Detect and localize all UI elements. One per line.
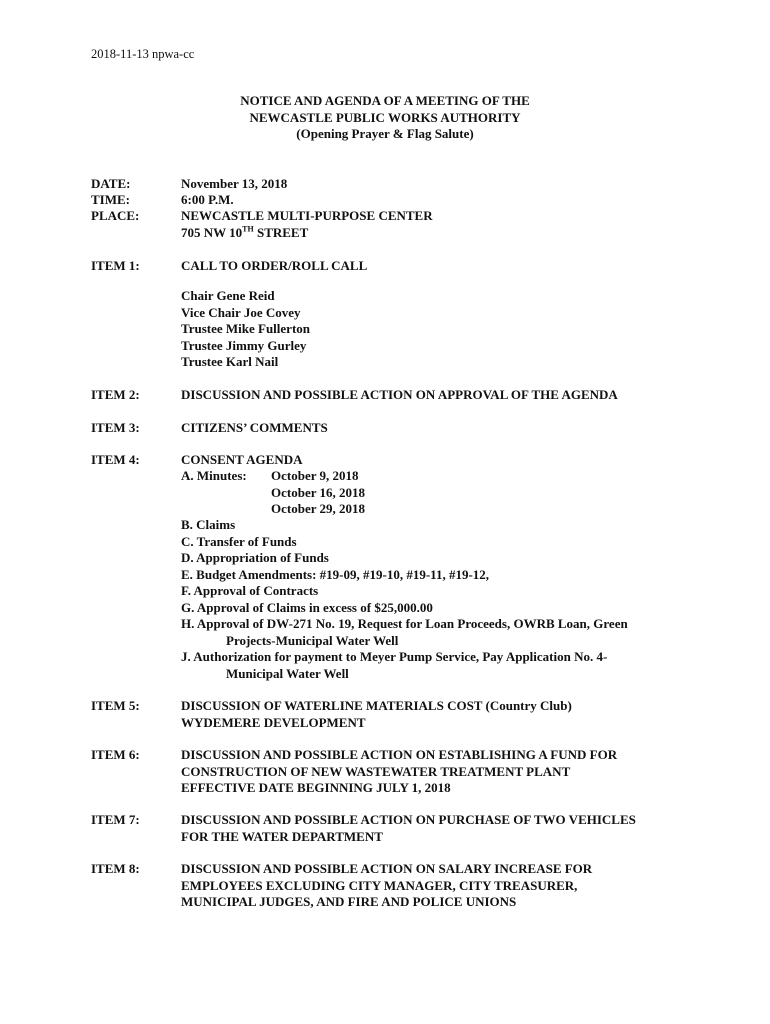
- street-word: STREET: [253, 225, 309, 240]
- minutes-date: October 29, 2018: [271, 501, 365, 516]
- time-value: 6:00 P.M.: [181, 192, 234, 207]
- minutes-date: October 16, 2018: [271, 485, 365, 500]
- item-8-line-3: MUNICIPAL JUDGES, AND FIRE AND POLICE UNIONS: [181, 894, 517, 909]
- item-6-line-3: EFFECTIVE DATE BEGINNING JULY 1, 2018: [181, 780, 451, 795]
- item-7-label: ITEM 7:: [91, 812, 140, 827]
- roll-call-member: Chair Gene Reid: [181, 288, 275, 303]
- item-4-label: ITEM 4:: [91, 452, 140, 467]
- document-id: 2018-11-13 npwa-cc: [91, 47, 195, 61]
- item-4-text: CONSENT AGENDA: [181, 452, 303, 467]
- ordinal-suffix: TH: [242, 224, 254, 234]
- consent-item-g: G. Approval of Claims in excess of $25,000.00: [181, 599, 433, 615]
- item-1-label: ITEM 1:: [91, 258, 140, 273]
- item-1-text: CALL TO ORDER/ROLL CALL: [181, 258, 368, 273]
- consent-item-b: B. Claims: [181, 517, 236, 532]
- consent-item-d: D. Appropriation of Funds: [181, 550, 329, 565]
- minutes-label: A. Minutes:: [181, 468, 247, 483]
- date-label: DATE:: [91, 176, 131, 191]
- roll-call-member: Trustee Jimmy Gurley: [181, 337, 307, 353]
- consent-item-h: H. Approval of DW-271 No. 19, Request for Loan Proceeds, OWRB Loan, Green: [181, 616, 628, 631]
- item-5-label: ITEM 5:: [91, 698, 140, 713]
- time-label: TIME:: [91, 192, 130, 207]
- item-3-label: ITEM 3:: [91, 420, 140, 435]
- title-block: [0, 93, 770, 143]
- street-number: 705 NW 10: [181, 225, 243, 240]
- roll-call-member: Trustee Karl Nail: [181, 354, 279, 369]
- item-6-line-1: DISCUSSION AND POSSIBLE ACTION ON ESTABLISHING A FUND FOR: [181, 747, 618, 762]
- place-label: PLACE:: [91, 208, 140, 223]
- consent-item-j-cont: Municipal Water Well: [226, 665, 349, 681]
- title-line-1: NOTICE AND AGENDA OF A MEETING OF THE: [240, 93, 530, 108]
- minutes-date: October 9, 2018: [271, 468, 359, 483]
- title-line-2: NEWCASTLE PUBLIC WORKS AUTHORITY: [249, 109, 521, 125]
- item-8-label: ITEM 8:: [91, 861, 140, 876]
- item-6-line-2: CONSTRUCTION OF NEW WASTEWATER TREATMENT PLANT: [181, 763, 571, 779]
- place-line-2: [181, 225, 701, 242]
- title-line-3: (Opening Prayer & Flag Salute): [296, 126, 474, 141]
- item-6-label: ITEM 6:: [91, 747, 140, 762]
- item-8-line-2: EMPLOYEES EXCLUDING CITY MANAGER, CITY TREASURER,: [181, 877, 578, 893]
- item-8-line-1: DISCUSSION AND POSSIBLE ACTION ON SALARY INCREASE FOR: [181, 861, 593, 876]
- consent-item-j: J. Authorization for payment to Meyer Pump Service, Pay Application No. 4-: [181, 649, 608, 664]
- consent-item-f: F. Approval of Contracts: [181, 583, 319, 598]
- item-3-text: CITIZENS’ COMMENTS: [181, 420, 328, 435]
- roll-call-member: Trustee Mike Fullerton: [181, 321, 311, 336]
- consent-item-e: E. Budget Amendments: #19-09, #19-10, #19-11, #19-12,: [181, 566, 490, 582]
- date-value: November 13, 2018: [181, 176, 288, 191]
- item-7-line-2: FOR THE WATER DEPARTMENT: [181, 828, 383, 844]
- item-5-line-2: WYDEMERE DEVELOPMENT: [181, 714, 366, 730]
- consent-item-c: C. Transfer of Funds: [181, 533, 297, 549]
- item-2-label: ITEM 2:: [91, 387, 140, 402]
- consent-item-h-cont: Projects-Municipal Water Well: [226, 632, 399, 648]
- item-2-text: DISCUSSION AND POSSIBLE ACTION ON APPROVAL OF THE AGENDA: [181, 387, 618, 402]
- place-line-1: NEWCASTLE MULTI-PURPOSE CENTER: [181, 208, 433, 223]
- roll-call-member: Vice Chair Joe Covey: [181, 304, 301, 320]
- item-5-line-1: DISCUSSION OF WATERLINE MATERIALS COST (Country Club): [181, 698, 572, 713]
- item-7-line-1: DISCUSSION AND POSSIBLE ACTION ON PURCHASE OF TWO VEHICLES: [181, 812, 636, 827]
